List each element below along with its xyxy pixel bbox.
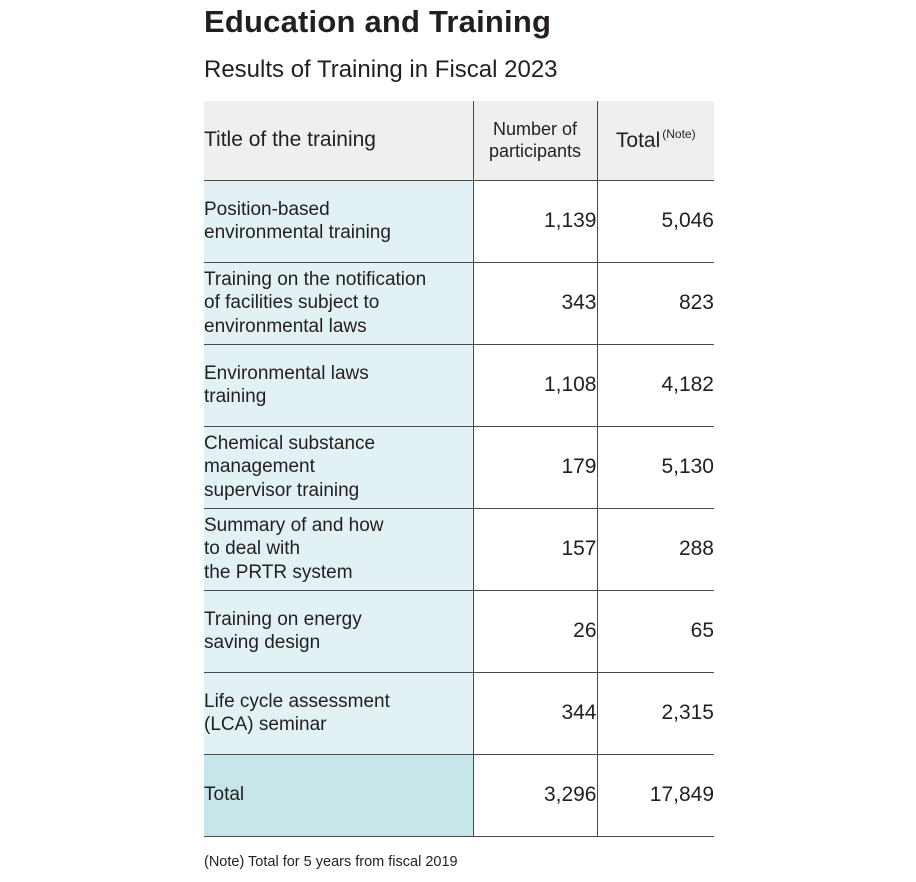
title-line: environmental training — [204, 222, 391, 243]
table-row — [204, 426, 714, 508]
total-value: 4,182 — [597, 344, 714, 426]
table-row — [204, 180, 714, 262]
training-title — [204, 590, 473, 672]
total-participants-value: 3,296 — [473, 754, 597, 836]
table-row — [204, 344, 714, 426]
training-title — [204, 426, 473, 508]
total-value: 823 — [597, 262, 714, 344]
title-line: Position-based — [204, 198, 330, 220]
title-line: Chemical substance — [204, 432, 376, 454]
header-total-label: Total — [615, 129, 661, 153]
participants-value: 1,108 — [473, 344, 597, 426]
training-title — [204, 180, 473, 262]
table-row — [204, 590, 714, 672]
table-row — [204, 508, 714, 590]
participants-value: 157 — [473, 508, 597, 590]
title-line: Summary of and how — [204, 514, 384, 536]
total-value: 288 — [597, 508, 714, 590]
grand-total-value: 17,849 — [597, 754, 714, 836]
training-title — [204, 672, 473, 754]
title-line: Life cycle assessment — [204, 690, 390, 712]
total-value: 5,046 — [597, 180, 714, 262]
table-row — [204, 672, 714, 754]
participants-value: 1,139 — [473, 180, 597, 262]
title-line: management — [204, 456, 315, 478]
table-row — [204, 262, 714, 344]
title-line: Training on energy — [204, 608, 362, 630]
page-title: Education and Training — [204, 4, 552, 39]
header-participants-line2: participants — [488, 141, 582, 162]
header-title: Title of the training — [204, 101, 473, 180]
title-line: Training on the notification — [204, 268, 427, 290]
table-header-row — [204, 101, 714, 180]
total-value: 5,130 — [597, 426, 714, 508]
training-title — [204, 262, 473, 344]
footnote: (Note) Total for 5 years from fiscal 2019 — [204, 854, 458, 870]
title-line: saving design — [204, 632, 321, 653]
participants-value: 26 — [473, 590, 597, 672]
section-subtitle: Results of Training in Fiscal 2023 — [204, 56, 558, 83]
title-line: to deal with — [204, 538, 301, 560]
title-line: Environmental laws — [204, 362, 369, 384]
title-line: (LCA) seminar — [204, 714, 327, 735]
title-line: the PRTR system — [204, 561, 353, 583]
total-label: Total — [204, 754, 473, 836]
training-results-table — [204, 101, 714, 837]
total-value: 2,315 — [597, 672, 714, 754]
title-line: training — [204, 386, 267, 407]
title-line: supervisor training — [204, 479, 360, 501]
participants-value: 179 — [473, 426, 597, 508]
header-total-note-mark: (Note) — [662, 127, 696, 142]
title-line: environmental laws — [204, 315, 367, 337]
title-line: of facilities subject to — [204, 292, 380, 314]
header-participants — [473, 101, 597, 180]
participants-value: 344 — [473, 672, 597, 754]
total-row — [204, 754, 714, 836]
total-value: 65 — [597, 590, 714, 672]
header-total — [597, 101, 714, 180]
training-title — [204, 344, 473, 426]
header-participants-line1: Number of — [492, 119, 578, 140]
training-title — [204, 508, 473, 590]
participants-value: 343 — [473, 262, 597, 344]
